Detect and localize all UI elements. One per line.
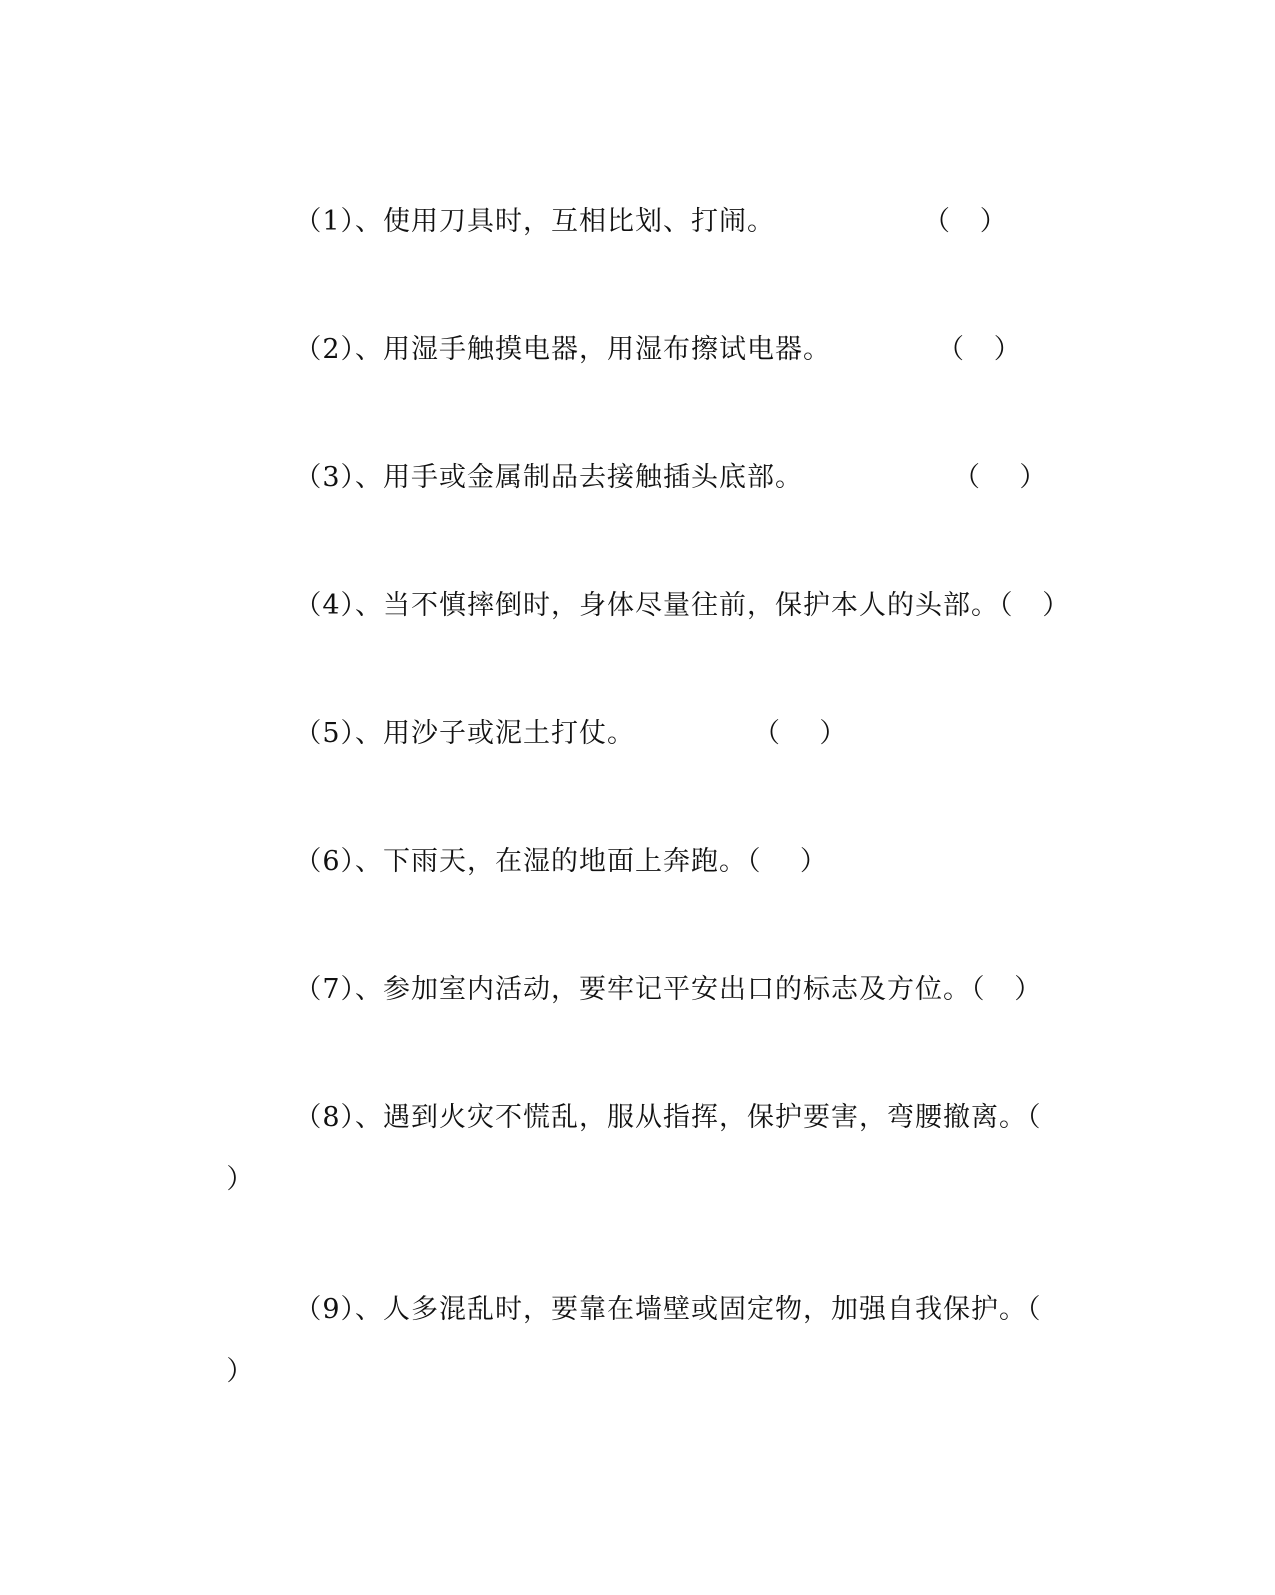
answer-blank[interactable]: （ ） bbox=[937, 334, 1022, 365]
question-number: （2） bbox=[294, 334, 356, 365]
answer-blank[interactable]: （ ） bbox=[971, 974, 1043, 1005]
question-number: （3） bbox=[294, 462, 356, 493]
answer-blank[interactable]: （ ） bbox=[747, 846, 828, 877]
question-number: （6） bbox=[294, 846, 356, 877]
question-number: （9） bbox=[294, 1294, 356, 1325]
answer-blank-close[interactable]: ） bbox=[226, 1356, 255, 1387]
question-3 bbox=[256, 424, 1047, 532]
question-text: 、参加室内活动，要牢记平安出口的标志及方位。 bbox=[355, 974, 972, 1005]
question-2 bbox=[256, 296, 1022, 404]
question-4 bbox=[256, 552, 1070, 660]
question-number: （1） bbox=[294, 206, 356, 237]
answer-blank-open[interactable]: （ bbox=[1027, 1102, 1042, 1133]
question-6 bbox=[256, 808, 828, 916]
question-8-continuation bbox=[188, 1126, 254, 1234]
question-text: 、人多混乱时，要靠在墙壁或固定物，加强自我保护。 bbox=[355, 1294, 1028, 1325]
question-text: 、使用刀具时，互相比划、打闹。 bbox=[355, 206, 776, 237]
question-5 bbox=[256, 680, 847, 788]
question-number: （4） bbox=[294, 590, 356, 621]
question-text: 、下雨天，在湿的地面上奔跑。 bbox=[355, 846, 748, 877]
answer-blank[interactable]: （ ） bbox=[999, 590, 1071, 621]
answer-blank-open[interactable]: （ bbox=[1027, 1294, 1042, 1325]
question-text: 、用沙子或泥土打仗。 bbox=[355, 718, 636, 749]
answer-blank[interactable]: （ ） bbox=[923, 206, 1008, 237]
question-text: 、当不慎摔倒时，身体尽量往前，保护本人的头部。 bbox=[355, 590, 1000, 621]
question-text: 、用手或金属制品去接触插头底部。 bbox=[355, 462, 804, 493]
question-9 bbox=[256, 1256, 1042, 1364]
question-7 bbox=[256, 936, 1042, 1044]
answer-blank[interactable]: （ ） bbox=[953, 462, 1048, 493]
answer-blank[interactable]: （ ） bbox=[753, 718, 848, 749]
question-9-continuation bbox=[188, 1318, 254, 1426]
question-8 bbox=[256, 1064, 1042, 1172]
question-number: （5） bbox=[294, 718, 356, 749]
question-text: 、遇到火灾不慌乱，服从指挥，保护要害，弯腰撤离。 bbox=[355, 1102, 1028, 1133]
question-number: （8） bbox=[294, 1102, 356, 1133]
question-text: 、用湿手触摸电器，用湿布擦试电器。 bbox=[355, 334, 832, 365]
question-1 bbox=[256, 168, 1008, 276]
question-number: （7） bbox=[294, 974, 356, 1005]
answer-blank-close[interactable]: ） bbox=[226, 1164, 255, 1195]
